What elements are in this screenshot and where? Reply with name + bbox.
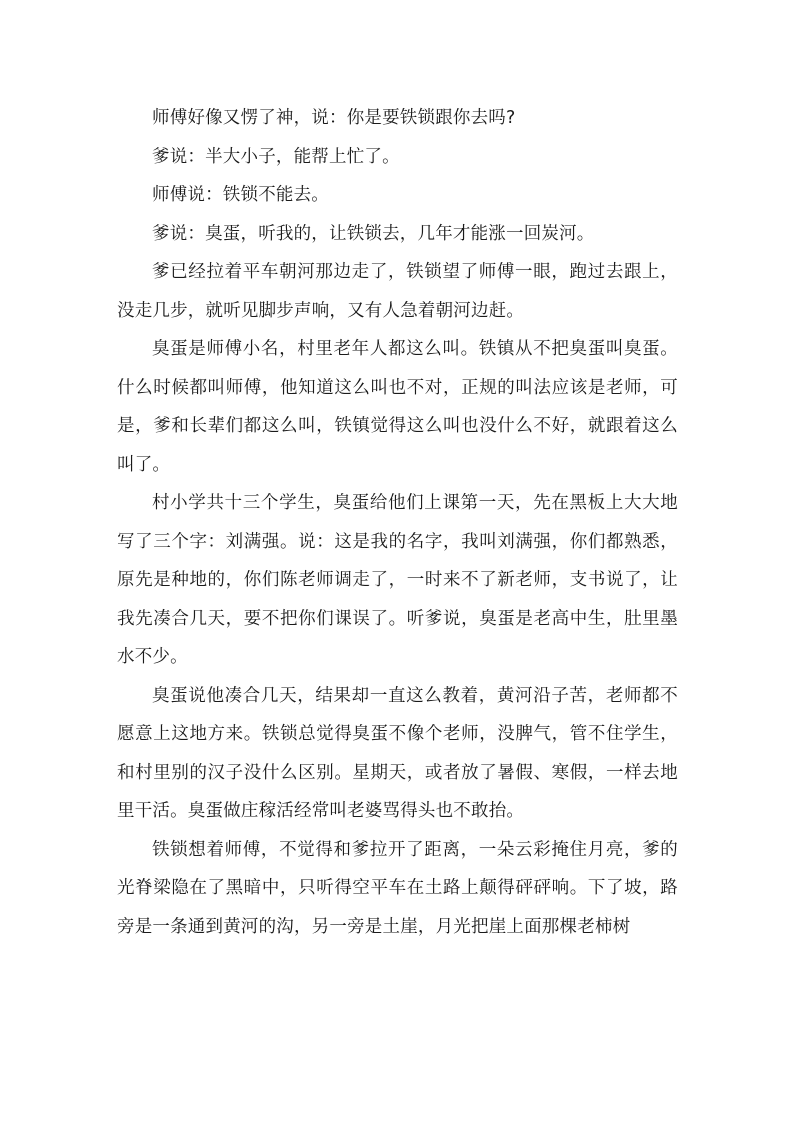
paragraph-2: 爹说：半大小子，能帮上忙了。 [152, 146, 400, 167]
paragraph-7: 村小学共十三个学生，臭蛋给他们上课第一天，先在黑板上大大地写了三个字：刘满强。说：这是我的名字，我叫刘满强，你们都熟悉，原先是种地的，你们陈老师调走了，一时来不了新老师，支书说了，让我先凑合几天，要不把你们课误了。听爹说，臭蛋是老高中生，肚里墨水不少。 [117, 493, 678, 667]
paragraph-9: 铁锁想着师傅，不觉得和爹拉开了距离，一朵云彩掩住月亮，爹的光脊梁隐在了黑暗中，只听得空平车在土路上颠得砰砰响。下了坡，路旁是一条通到黄河的沟，另一旁是土崖，月光把崖上面那棵老柿树 [117, 839, 678, 937]
paragraph-1: 师傅好像又愣了神，说：你是要铁锁跟你去吗? [152, 108, 516, 128]
paragraph-3: 师傅说：铁锁不能去。 [152, 185, 329, 205]
paragraph-5: 爹已经拉着平车朝河那边走了，铁锁望了师傅一眼，跑过去跟上，没走几步，就听见脚步声响，又有人急着朝河边赶。 [117, 262, 678, 321]
paragraph-4: 爹说：臭蛋，听我的，让铁锁去，几年才能涨一回炭河。 [152, 223, 595, 244]
paragraph-8: 臭蛋说他凑合几天，结果却一直这么教着，黄河沿子苦，老师都不愿意上这地方来。铁锁总觉得臭蛋不像个老师，没脾气，管不住学生，和村里别的汉子没什么区别。星期天，或者放了暑假、寒假，一样去地里干活。臭蛋做庄稼活经常叫老婆骂得头也不敢抬。 [117, 685, 678, 821]
paragraph-6: 臭蛋是师傅小名，村里老年人都这么叫。铁镇从不把臭蛋叫臭蛋。什么时候都叫师傅，他知道这么叫也不对，正规的叫法应该是老师，可是，爹和长辈们都这么叫，铁镇觉得这么叫也没什么不好，就跟着这么叫了。 [117, 339, 678, 475]
